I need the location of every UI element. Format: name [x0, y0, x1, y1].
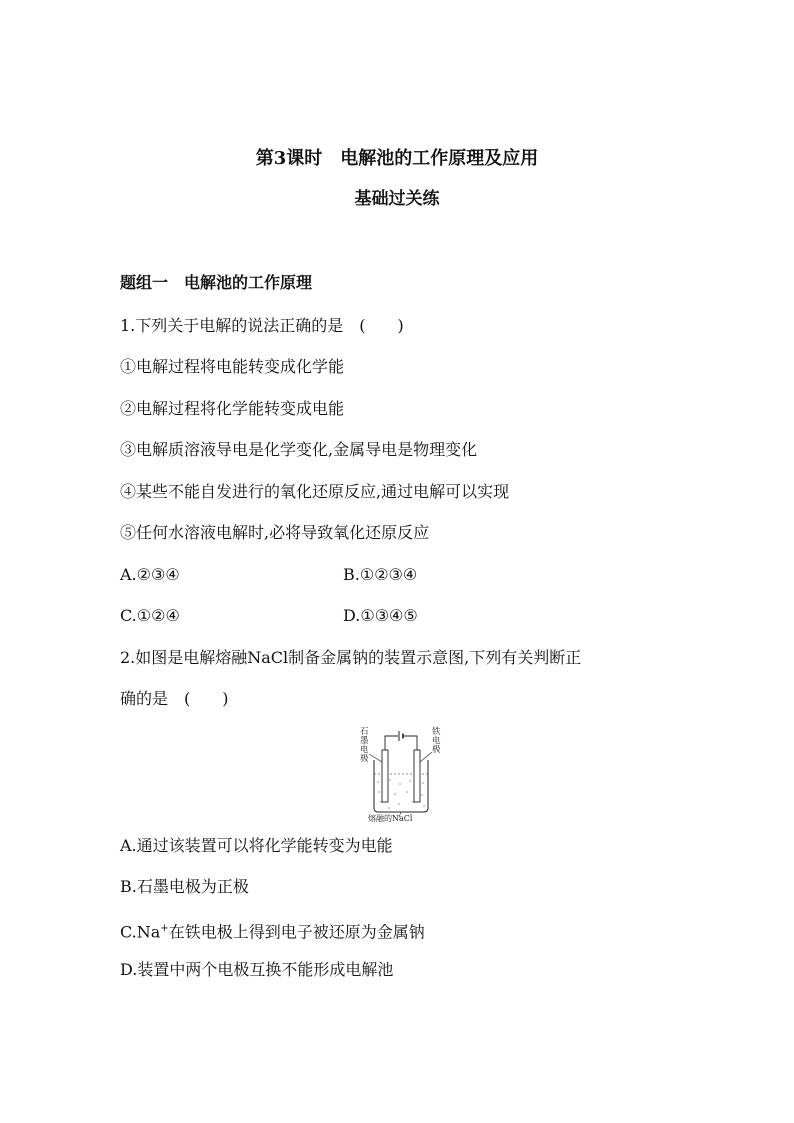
q1-statement-5: ⑤任何水溶液电解时,必将导致氧化还原反应	[120, 523, 430, 542]
q1-option-c: C.①②④	[120, 606, 180, 625]
label-graphite-4: 极	[360, 754, 369, 764]
page-title: 第3课时 电解池的工作原理及应用	[255, 148, 539, 169]
section-heading: 题组一 电解池的工作原理	[120, 273, 313, 292]
q1-statement-3: ③电解质溶液导电是化学变化,金属导电是物理变化	[120, 440, 478, 459]
q2-option-c-prefix: C.Na	[120, 922, 161, 942]
q2-stem-line-2: 确的是 ( )	[120, 689, 229, 708]
page-subtitle: 基础过关练	[354, 189, 440, 209]
q2-option-d: D.装置中两个电极互换不能形成电解池	[120, 960, 394, 979]
label-graphite-1: 石	[360, 727, 369, 737]
q1-statement-2: ②电解过程将化学能转变成电能	[120, 399, 345, 418]
label-graphite-2: 墨	[360, 736, 369, 746]
q1-stem: 1.下列关于电解的说法正确的是 ( )	[120, 316, 404, 335]
q1-statement-4: ④某些不能自发进行的氧化还原反应,通过电解可以实现	[120, 482, 510, 501]
q1-option-b: B.①②③④	[343, 565, 418, 584]
label-iron-2: 电	[432, 736, 441, 746]
q1-statement-1: ①电解过程将电能转变成化学能	[120, 357, 345, 376]
q2-stem-line-1: 2.如图是电解熔融NaCl制备金属钠的装置示意图,下列有关判断正	[120, 648, 582, 667]
label-iron-3: 极	[432, 745, 441, 755]
electrolysis-apparatus-diagram	[355, 722, 445, 822]
q2-option-b: B.石墨电极为正极	[120, 877, 249, 896]
q1-option-d: D.①③④⑤	[343, 606, 418, 625]
label-iron-1: 铁	[432, 727, 441, 737]
q2-option-c	[120, 918, 425, 943]
q1-option-a: A.②③④	[120, 565, 180, 584]
q2-option-a: A.通过该装置可以将化学能转变为电能	[120, 836, 393, 855]
label-molten-nacl: 熔融的NaCl	[368, 814, 413, 822]
q2-option-c-superscript: +	[160, 923, 169, 934]
label-graphite-3: 电	[360, 745, 369, 755]
q2-option-c-text: 在铁电极上得到电子被还原为金属钠	[168, 922, 425, 942]
